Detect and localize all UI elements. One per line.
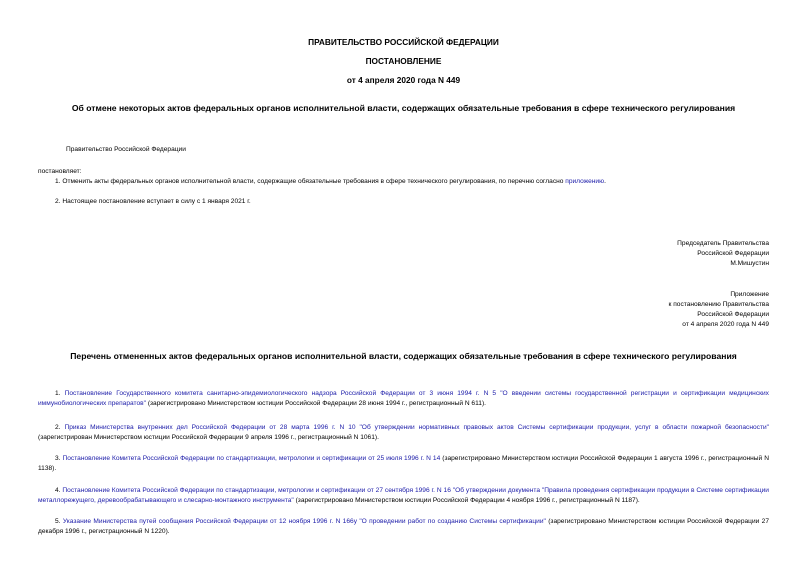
list-item [38, 454, 769, 474]
item-2: 2. Настоящее постановление вступает в силу с 1 января 2021 г. [55, 198, 251, 205]
list-item-link[interactable]: Постановление Комитета Российской Федерации по стандартизации, метрологии и сертификации от 25 июля 1996 г. N 14 [62, 455, 441, 462]
appendix-line-4: от 4 апреля 2020 года N 449 [682, 321, 769, 328]
appendix-line-1: Приложение [730, 291, 769, 298]
list-item-number: 3. [55, 455, 63, 462]
doc-type: ПОСТАНОВЛЕНИЕ [365, 56, 442, 66]
appendix-line-3: Российской Федерации [697, 311, 769, 318]
list-item-number: 4. [55, 487, 63, 494]
item-1-end: . [604, 178, 606, 185]
appendix-link[interactable]: приложению [565, 178, 605, 185]
government-line: Правительство Российской Федерации [66, 146, 186, 153]
list-item-number: 2. [55, 424, 65, 431]
signature-block [677, 239, 769, 269]
appendix-line-2: к постановлению Правительства [668, 301, 769, 308]
list-title: Перечень отмененных актов федеральных органов исполнительной власти, содержащих обязательные требования в сфере технического регулирования [70, 351, 737, 361]
list-item-rest: (зарегистрирован Министерством юстиции Российской Федерации 9 апреля 1996 г., регистрационный N 1061). [38, 434, 379, 441]
org-title: ПРАВИТЕЛЬСТВО РОССИЙСКОЙ ФЕДЕРАЦИИ [308, 37, 499, 47]
decrees-line: постановляет: [38, 168, 82, 175]
item-1-text: 1. Отменить акты федеральных органов исполнительной власти, содержащие обязательные требования в сфере технического регулирования, по перечню согласно [55, 178, 566, 185]
list-item-rest: (зарегистрировано Министерством юстиции Российской Федерации 1 августа 1996 г., регистрационный N 1138). [38, 455, 769, 472]
list-item-number: 5. [55, 518, 63, 525]
list-item-link[interactable]: Указание Министерства путей сообщения Российской Федерации от 12 ноября 1996 г. N 166у "О проведении работ по созданию Системы сертификации" [62, 518, 546, 525]
signature-line-2: Российской Федерации [697, 250, 769, 257]
doc-title: Об отмене некоторых актов федеральных органов исполнительной власти, содержащих обязательные требования в сфере технического регулирования [71, 103, 736, 113]
signature-line-3: М.Мишустин [730, 260, 769, 267]
list-item-rest: (зарегистрировано Министерством юстиции Российской Федерации 4 ноября 1996 г., регистрационный N 1187). [293, 497, 640, 504]
list-item [38, 517, 769, 537]
list-item [38, 423, 769, 443]
appendix-block [669, 290, 770, 330]
list-item-number: 1. [55, 390, 65, 397]
list-item-rest: (зарегистрировано Министерством юстиции Российской Федерации 27 декабря 1996 г., регистрационный N 1220). [38, 518, 769, 535]
item-1 [55, 177, 606, 187]
list-item-rest: (зарегистрировано Министерством юстиции Российской Федерации 28 июня 1994 г., регистрационный N 611). [145, 400, 486, 407]
signature-line-1: Председатель Правительства [677, 240, 769, 247]
list-item [38, 486, 769, 506]
list-item-link[interactable]: Приказ Министерства внутренних дел Российской Федерации от 28 марта 1996 г. N 10 "Об утверждении нормативных правовых актов Системы сертификации продукции, услуг в области пожарной безопасности" [64, 424, 769, 431]
list-item-link[interactable]: Постановление Комитета Российской Федерации по стандартизации, метрологии и сертификации от 27 сентября 1996 г. N 16 "Об утверждении документа "Правила проведения сертификации продукции в Системе сертификации металлорежущего, деревообрабатывающего и слесарно-монтажного инструмента" [38, 487, 769, 504]
list-item [38, 389, 769, 409]
doc-date-number: от 4 апреля 2020 года N 449 [346, 75, 461, 85]
list-item-link[interactable]: Постановление Государственного комитета санитарно-эпидемиологического надзора Российской Федерации от 3 июня 1994 г. N 5 "О введении системы государственной регистрации и сертификации медицинских иммунобиологических препаратов" [38, 390, 769, 407]
